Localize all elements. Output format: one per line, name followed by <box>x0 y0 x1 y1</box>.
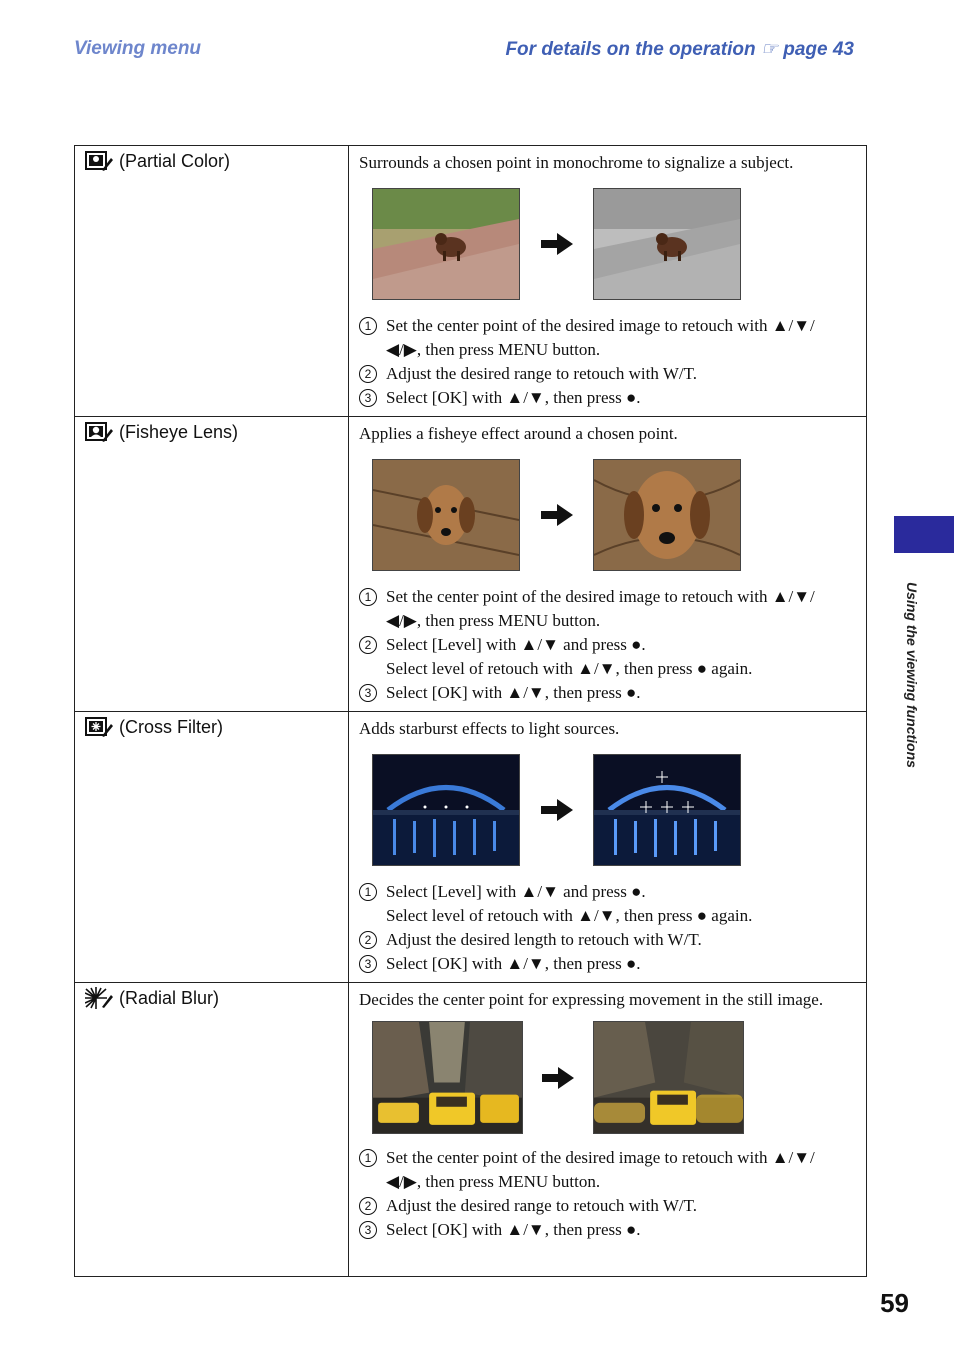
reference-text: For details on the operation <box>505 39 756 60</box>
item-description: Adds starburst effects to light sources. <box>359 719 620 738</box>
step-line: Select [OK] with ▲/▼, then press ●. <box>386 1220 641 1239</box>
step-item <box>359 952 856 976</box>
before-after-photos <box>372 459 856 571</box>
section-title: Viewing menu <box>74 38 202 59</box>
operation-reference[interactable] <box>505 38 854 61</box>
table-row <box>75 417 867 712</box>
step-item <box>359 1146 856 1194</box>
step-item <box>359 928 856 952</box>
photo-after <box>593 459 741 571</box>
chapter-tab <box>894 516 954 553</box>
step-line: Select [OK] with ▲/▼, then press ●. <box>386 954 641 973</box>
item-name-cell <box>75 146 349 417</box>
item-description-cell <box>349 983 867 1277</box>
step-line: Select [OK] with ▲/▼, then press ●. <box>386 388 641 407</box>
step-line: Adjust the desired range to retouch with W/T. <box>386 364 697 383</box>
step-item <box>359 681 856 705</box>
step-line: Adjust the desired length to retouch with W/T. <box>386 930 702 949</box>
step-line: Select [Level] with ▲/▼ and press ●. <box>386 882 646 901</box>
step-item <box>359 314 856 362</box>
before-after-photos <box>372 188 856 300</box>
pointing-hand-icon: ☞ <box>760 39 778 60</box>
step-list <box>359 1146 856 1242</box>
step-line: Set the center point of the desired image to retouch with ▲/▼/ <box>386 316 815 335</box>
step-number: 1 <box>359 883 377 901</box>
item-description-cell <box>349 146 867 417</box>
step-number: 1 <box>359 317 377 335</box>
item-label: (Fisheye Lens) <box>119 421 239 442</box>
photo-after <box>593 1021 744 1134</box>
photo-before <box>372 188 520 300</box>
step-line: Select level of retouch with ▲/▼, then press ● again. <box>386 906 753 925</box>
step-line: Adjust the desired range to retouch with W/T. <box>386 1196 697 1215</box>
photo-after <box>593 754 741 866</box>
step-list <box>359 314 856 410</box>
step-number: 1 <box>359 588 377 606</box>
item-description: Decides the center point for expressing movement in the still image. <box>359 990 824 1009</box>
retouch-menu-table <box>74 145 867 1277</box>
table-row <box>75 712 867 983</box>
partial-color-icon <box>85 150 113 172</box>
step-line: Set the center point of the desired image to retouch with ▲/▼/ <box>386 587 815 606</box>
step-line: Select [OK] with ▲/▼, then press ●. <box>386 683 641 702</box>
chapter-label: Using the viewing functions <box>904 582 920 768</box>
step-list <box>359 585 856 705</box>
step-number: 3 <box>359 389 377 407</box>
step-item <box>359 1218 856 1242</box>
item-description: Surrounds a chosen point in monochrome to signalize a subject. <box>359 153 794 172</box>
step-number: 3 <box>359 684 377 702</box>
step-list <box>359 880 856 976</box>
reference-page: page 43 <box>783 39 854 60</box>
item-description-cell <box>349 712 867 983</box>
photo-before <box>372 754 520 866</box>
step-item <box>359 585 856 633</box>
step-line: ◀/▶, then press MENU button. <box>386 340 601 359</box>
before-after-photos <box>372 1021 856 1134</box>
step-item <box>359 880 856 928</box>
step-number: 2 <box>359 636 377 654</box>
step-number: 2 <box>359 931 377 949</box>
radial-blur-icon <box>85 987 113 1009</box>
step-item <box>359 1194 856 1218</box>
step-number: 3 <box>359 955 377 973</box>
fisheye-lens-icon <box>85 421 113 443</box>
step-number: 3 <box>359 1221 377 1239</box>
item-description-cell <box>349 417 867 712</box>
table-row <box>75 146 867 417</box>
step-line: Select level of retouch with ▲/▼, then press ● again. <box>386 659 753 678</box>
step-line: Set the center point of the desired image to retouch with ▲/▼/ <box>386 1148 815 1167</box>
photo-after <box>593 188 741 300</box>
step-line: ◀/▶, then press MENU button. <box>386 611 601 630</box>
step-item <box>359 386 856 410</box>
step-line: Select [Level] with ▲/▼ and press ●. <box>386 635 646 654</box>
step-number: 2 <box>359 1197 377 1215</box>
cross-filter-icon <box>85 716 113 738</box>
step-number: 1 <box>359 1149 377 1167</box>
step-number: 2 <box>359 365 377 383</box>
arrow-icon <box>520 799 593 821</box>
item-label: (Partial Color) <box>119 150 231 171</box>
step-item <box>359 362 856 386</box>
item-name-cell <box>75 712 349 983</box>
photo-before <box>372 459 520 571</box>
photo-before <box>372 1021 523 1134</box>
table-row <box>75 983 867 1277</box>
item-name-cell <box>75 983 349 1277</box>
arrow-icon <box>520 504 593 526</box>
step-line: ◀/▶, then press MENU button. <box>386 1172 601 1191</box>
step-item <box>359 633 856 681</box>
arrow-icon <box>520 233 593 255</box>
arrow-icon <box>523 1067 593 1089</box>
before-after-photos <box>372 754 856 866</box>
page-number: 59 <box>880 1288 909 1318</box>
item-label: (Radial Blur) <box>119 987 220 1008</box>
item-description: Applies a fisheye effect around a chosen point. <box>359 424 678 443</box>
item-name-cell <box>75 417 349 712</box>
item-label: (Cross Filter) <box>119 716 223 737</box>
